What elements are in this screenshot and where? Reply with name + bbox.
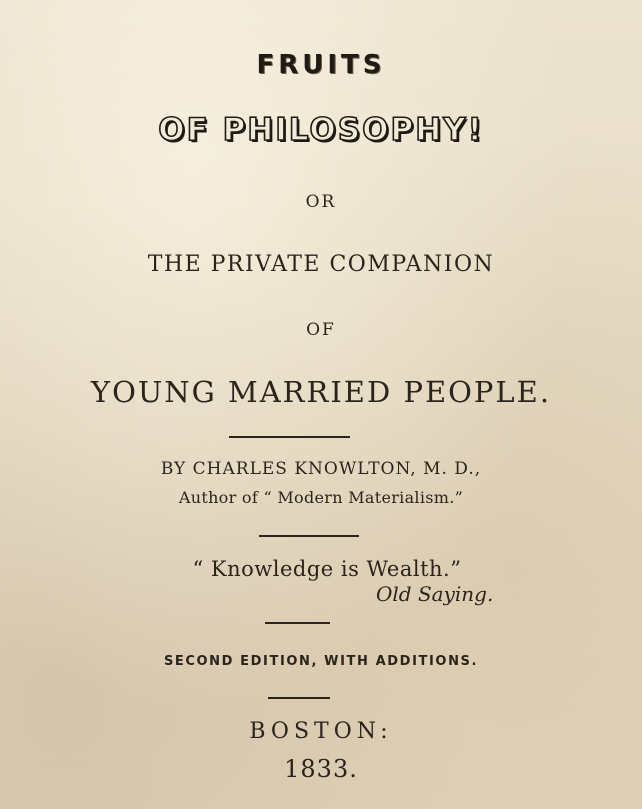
publication-year: 1833. — [284, 755, 358, 783]
divider-rule-4 — [268, 697, 330, 699]
subtitle-line-2: YOUNG MARRIED PEOPLE. — [90, 375, 552, 409]
divider-rule-2 — [259, 535, 359, 537]
edition-line: SECOND EDITION, WITH ADDITIONS. — [163, 654, 479, 669]
title-line-1: FRUITS — [256, 50, 386, 80]
connector-or: OR — [305, 192, 337, 212]
epigraph-quote: “ Knowledge is Wealth.” — [192, 557, 462, 581]
title-line-2: OF PHILOSOPHY! — [158, 112, 484, 148]
publication-place: BOSTON: — [249, 719, 393, 744]
divider-rule-1 — [229, 436, 350, 438]
divider-rule-3 — [265, 622, 330, 624]
author-credit: Author of “ Modern Materialism.” — [178, 488, 464, 507]
epigraph-source: Old Saying. — [376, 582, 494, 606]
author-line: BY CHARLES KNOWLTON, M. D., — [160, 459, 482, 479]
subtitle-line-1: THE PRIVATE COMPANION — [147, 252, 495, 277]
connector-of: OF — [306, 320, 336, 340]
